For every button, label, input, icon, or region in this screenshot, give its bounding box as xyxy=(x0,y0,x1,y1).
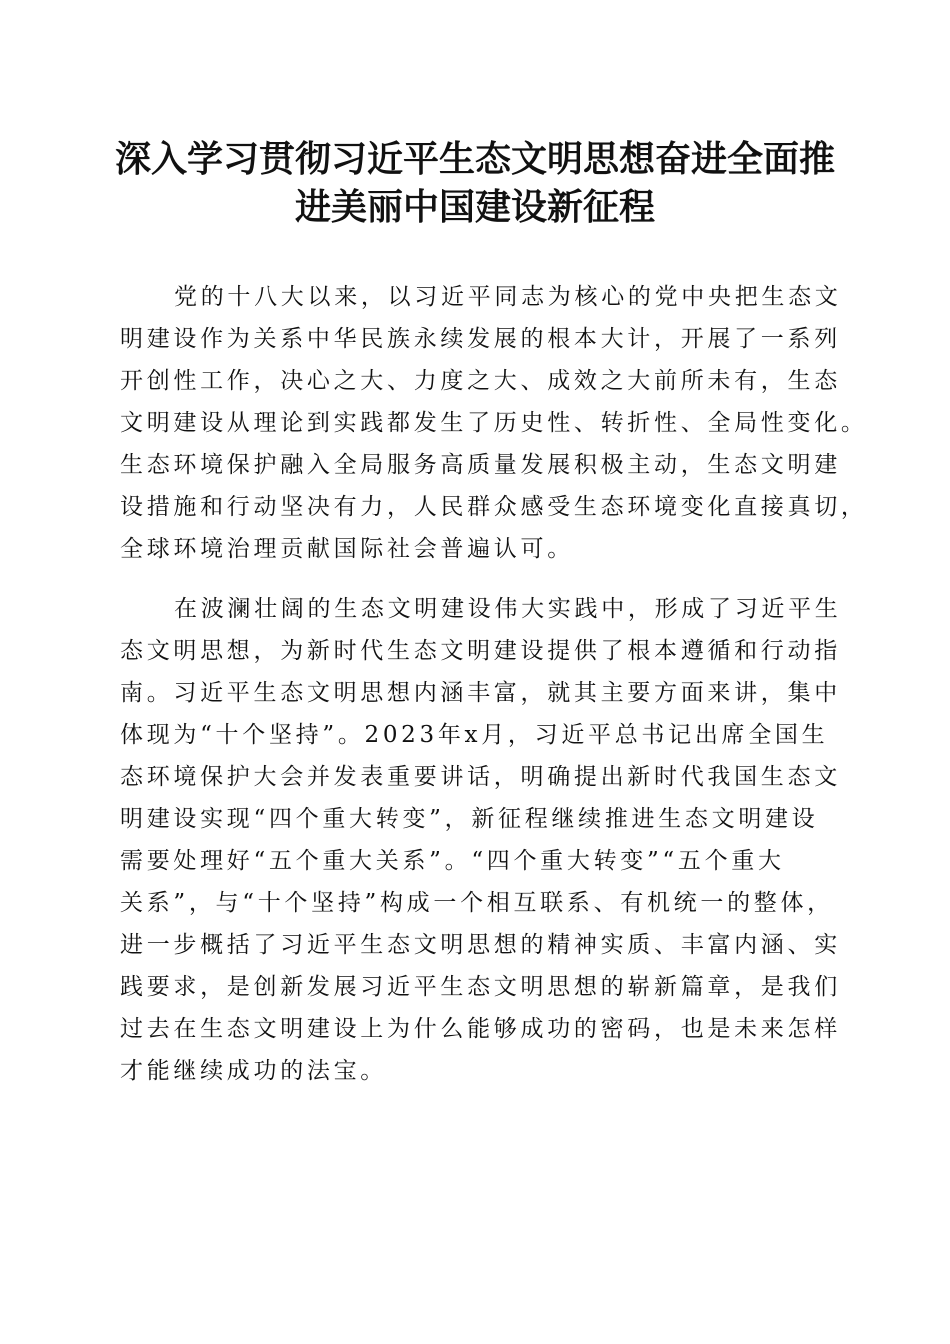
paragraph-line: 明建设实现“四个重大转变”，新征程继续推进生态文明建设 xyxy=(120,806,819,832)
paragraph-line: 党的十八大以来，以习近平同志为核心的党中央把生态文 xyxy=(174,284,842,310)
paragraph-line: 生态环境保护融入全局服务高质量发展积极主动，生态文明建 xyxy=(120,452,841,478)
paragraph-line: 过去在生态文明建设上为什么能够成功的密码，也是未来怎样 xyxy=(120,1016,841,1042)
paragraph-line: 明建设作为关系中华民族永续发展的根本大计，开展了一系列 xyxy=(120,326,841,352)
paragraph-line: 设措施和行动坚决有力，人民群众感受生态环境变化直接真切， xyxy=(120,494,868,520)
document-title-line-1: 深入学习贯彻习近平生态文明思想奋进全面推 xyxy=(114,138,835,180)
paragraph-line: 践要求，是创新发展习近平生态文明思想的崭新篇章，是我们 xyxy=(120,974,841,1000)
paragraph-line: 全球环境治理贡献国际社会普遍认可。 xyxy=(120,536,574,562)
paragraph-2 xyxy=(120,588,840,1092)
paragraph-line: 态文明思想，为新时代生态文明建设提供了根本遵循和行动指 xyxy=(120,638,841,664)
document-title-line-2: 进美丽中国建设新征程 xyxy=(294,186,655,228)
paragraph-line: 开创性工作，决心之大、力度之大、成效之大前所未有，生态 xyxy=(120,368,841,394)
paragraph-line: 关系”，与“十个坚持”构成一个相互联系、有机统一的整体， xyxy=(120,890,834,916)
paragraph-line: 在波澜壮阔的生态文明建设伟大实践中，形成了习近平生 xyxy=(174,596,842,622)
paragraph-line: 文明建设从理论到实践都发生了历史性、转折性、全局性变化。 xyxy=(120,410,868,436)
paragraph-line: 南。习近平生态文明思想内涵丰富，就其主要方面来讲，集中 xyxy=(120,680,841,706)
paragraph-line: 体现为“十个坚持”。2023年x月，习近平总书记出席全国生 xyxy=(120,722,829,748)
paragraph-1 xyxy=(120,276,868,570)
paragraph-line: 态环境保护大会并发表重要讲话，明确提出新时代我国生态文 xyxy=(120,764,841,790)
paragraph-line: 进一步概括了习近平生态文明思想的精神实质、丰富内涵、实 xyxy=(120,932,841,958)
paragraph-line: 才能继续成功的法宝。 xyxy=(120,1058,387,1084)
paragraph-line: 需要处理好“五个重大关系”。“四个重大转变”“五个重大 xyxy=(120,848,785,874)
